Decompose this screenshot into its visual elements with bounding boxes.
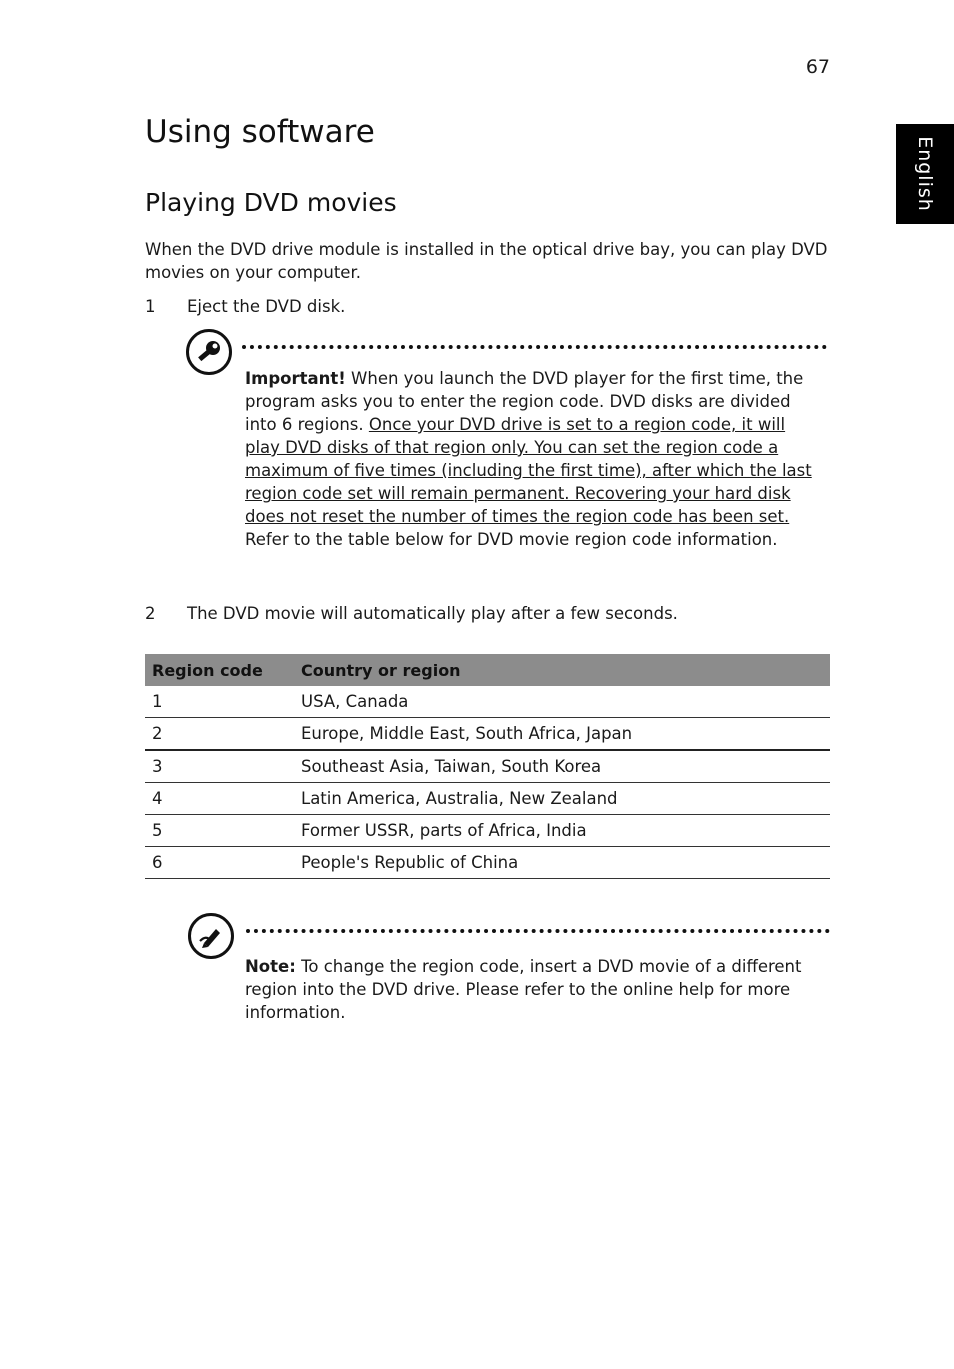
column-header-region-code: Region code [145, 654, 294, 686]
important-label: Important! [245, 369, 346, 388]
section-title: Playing DVD movies [145, 188, 397, 217]
column-header-country: Country or region [294, 654, 830, 686]
step-number: 2 [145, 604, 156, 623]
important-underlined-text: Once your DVD drive is set to a region code, it will play DVD disks of that region only. You can set the region code a maximum of five times (including the first time), after which the last region code set will remain permanent. Recovering your hard disk does not reset the number of times the region code has been set. [245, 415, 812, 526]
note-label: Note: [245, 957, 296, 976]
region-code-cell: 1 [145, 686, 294, 718]
step-2 [145, 602, 678, 625]
table-row [145, 750, 830, 783]
region-code-cell: 4 [145, 783, 294, 815]
region-code-cell: 5 [145, 815, 294, 847]
step-text: Eject the DVD disk. [187, 297, 346, 316]
country-cell: Former USSR, parts of Africa, India [294, 815, 830, 847]
table-row [145, 686, 830, 718]
pen-note-icon [188, 913, 234, 959]
country-cell: Latin America, Australia, New Zealand [294, 783, 830, 815]
page-number: 67 [805, 56, 830, 78]
language-tab [896, 124, 954, 224]
region-code-table [145, 654, 830, 879]
country-cell: People's Republic of China [294, 847, 830, 879]
important-text: When you launch the DVD player for the first time, the program asks you to enter the region code. DVD disks are divided into 6 regions. [245, 369, 804, 434]
page-title: Using software [145, 114, 375, 150]
note-divider [246, 929, 830, 933]
note-callout [245, 955, 805, 1024]
region-code-cell: 3 [145, 750, 294, 783]
important-text-end: Refer to the table below for DVD movie region code information. [245, 530, 778, 549]
language-tab-label: English [914, 136, 937, 212]
table-row [145, 718, 830, 751]
region-code-cell: 2 [145, 718, 294, 751]
country-cell: USA, Canada [294, 686, 830, 718]
step-number: 1 [145, 297, 156, 316]
region-code-cell: 6 [145, 847, 294, 879]
table-row [145, 815, 830, 847]
important-callout [245, 367, 820, 551]
callout-divider [242, 345, 827, 349]
wrench-icon [186, 329, 232, 375]
step-text: The DVD movie will automatically play after a few seconds. [187, 604, 678, 623]
step-1 [145, 295, 345, 318]
table-row [145, 847, 830, 879]
table-row [145, 783, 830, 815]
country-cell: Southeast Asia, Taiwan, South Korea [294, 750, 830, 783]
country-cell: Europe, Middle East, South Africa, Japan [294, 718, 830, 751]
note-text: To change the region code, insert a DVD movie of a different region into the DVD drive. Please refer to the online help for more information. [245, 957, 802, 1022]
intro-paragraph: When the DVD drive module is installed in the optical drive bay, you can play DVD movies on your computer. [145, 240, 828, 282]
table-header-row [145, 654, 830, 686]
